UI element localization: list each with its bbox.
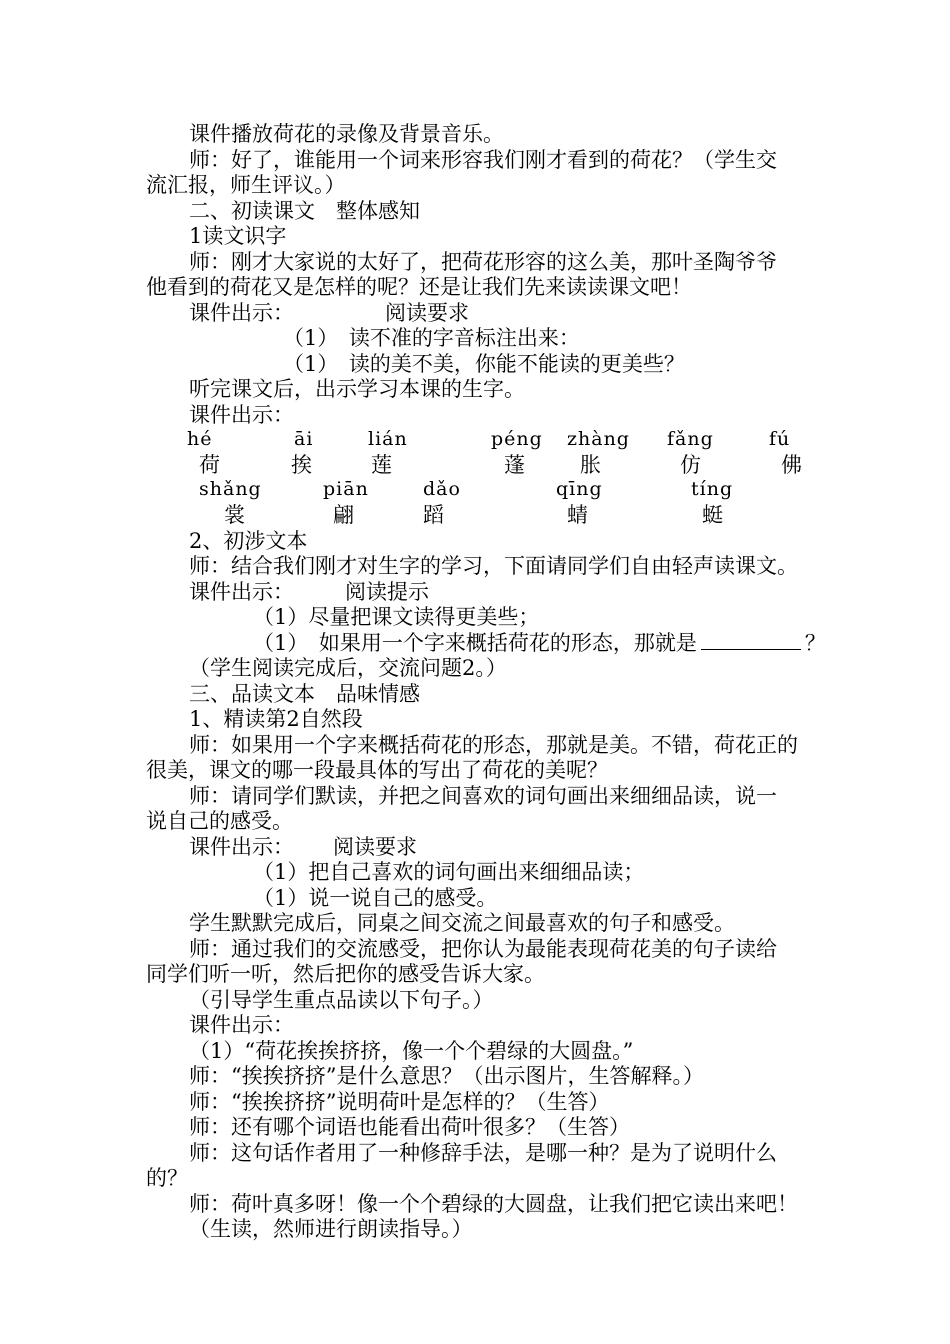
vocab-character: 挨: [291, 453, 312, 477]
vocab-character: 裳: [224, 503, 245, 527]
text-line: （生读，然师进行朗读指导。）: [189, 1217, 473, 1241]
text-line: 课件播放荷花的录像及背景音乐。: [189, 122, 504, 146]
text-line: 师：通过我们的交流感受，把你认为最能表现荷花美的句子读给: [189, 937, 777, 961]
text-line: 说自己的感受。: [146, 809, 293, 833]
text-line: 师：还有哪个词语也能看出荷叶很多？（生答）: [189, 1115, 630, 1139]
list-item: （1）说一说自己的感受。: [253, 886, 498, 910]
list-item: （1） 读不准的字音标注出来：: [283, 326, 580, 350]
vocab-character: 佛: [781, 453, 802, 477]
text-line: 师：这句话作者用了一种修辞手法，是哪一种？是为了说明什么: [189, 1141, 777, 1165]
text-line: 师：“挨挨挤挤”是什么意思？（出示图片，生答解释。）: [189, 1064, 704, 1088]
pinyin: āi: [294, 428, 314, 450]
pinyin: hé: [187, 428, 213, 450]
text-line: 同学们听一听，然后把你的感受告诉大家。: [146, 962, 545, 986]
list-item: （1）尽量把课文读得更美些；: [253, 605, 540, 629]
pinyin: fú: [769, 428, 791, 450]
text-line: 学生默默完成后，同桌之间交流之间最喜欢的句子和感受。: [189, 911, 735, 935]
text-line: 课件出示：: [189, 1013, 294, 1037]
pinyin: tíng: [691, 478, 734, 500]
text-line: 师：荷叶真多呀！像一个个碧绿的大圆盘，让我们把它读出来吧！: [189, 1192, 798, 1216]
vocab-character: 仿: [680, 453, 701, 477]
vocab-character: 胀: [580, 453, 601, 477]
text-line: 课件出示：: [189, 580, 294, 604]
fill-in-blank: [701, 631, 801, 650]
vocab-character: 蜻: [567, 503, 588, 527]
pinyin: dǎo: [423, 478, 461, 500]
text-line: 听完课文后，出示学习本课的生字。: [189, 377, 525, 401]
text-line: 他看到的荷花又是怎样的呢？还是让我们先来读读课文吧！: [146, 275, 692, 299]
text-line: 很美，课文的哪一段最具体的写出了荷花的美呢？: [146, 758, 608, 782]
section-heading: 三、品读文本 品味情感: [189, 682, 420, 706]
text-line: 课件出示：: [189, 301, 294, 325]
text-line: 师：如果用一个字来概括荷花的形态，那就是美。不错，荷花正的: [189, 733, 798, 757]
reading-requirement-title: 阅读要求: [385, 301, 469, 325]
vocab-character: 荷: [199, 453, 220, 477]
text-line: 师：“挨挨挤挤”说明荷叶是怎样的？（生答）: [189, 1090, 610, 1114]
pinyin: péng: [491, 428, 543, 450]
text-line: （学生阅读完成后，交流问题2。）: [189, 656, 507, 680]
vocab-character: 莲: [371, 453, 392, 477]
list-item: [253, 630, 826, 656]
vocab-character: 蓬: [504, 453, 525, 477]
list-item: （1） 读的美不美，你能不能读的更美些？: [283, 352, 685, 376]
pinyin: piān: [323, 478, 369, 500]
text-line: 课件出示：: [189, 403, 294, 427]
pinyin: fǎng: [667, 428, 714, 450]
reading-tips-title: 阅读提示: [345, 580, 429, 604]
vocab-character: 翩: [333, 503, 354, 527]
pinyin: lián: [368, 428, 408, 450]
subsection-heading: 2、初涉文本: [189, 529, 308, 553]
vocab-character: 蹈: [423, 503, 444, 527]
text-line: （引导学生重点品读以下句子。）: [189, 988, 494, 1012]
text-line: 师：请同学们默读，并把之间喜欢的词句画出来细细品读，说一: [189, 784, 777, 808]
text-line: 师：刚才大家说的太好了，把荷花形容的这么美，那叶圣陶爷爷: [189, 250, 777, 274]
pinyin: shǎng: [199, 478, 262, 500]
text-line: 师：好了，谁能用一个词来形容我们刚才看到的荷花？（学生交: [189, 148, 777, 172]
vocab-character: 蜓: [702, 503, 723, 527]
text-line: 的？: [146, 1166, 188, 1190]
section-heading: 二、初读课文 整体感知: [189, 199, 420, 223]
text-line: 课件出示：: [189, 835, 294, 859]
text-line: 流汇报，师生评议。）: [146, 173, 346, 197]
quoted-sentence: （1）“荷花挨挨挤挤，像一个个碧绿的大圆盘。”: [189, 1039, 634, 1063]
pinyin: zhàng: [567, 428, 630, 450]
list-item-text: （1） 如果用一个字来概括荷花的形态，那就是: [253, 631, 697, 655]
text-line: 师：结合我们刚才对生字的学习，下面请同学们自由轻声读课文。: [189, 554, 798, 578]
question-mark: ？: [804, 631, 826, 655]
reading-requirement-title: 阅读要求: [333, 835, 417, 859]
subsection-heading: 1读文识字: [189, 224, 287, 248]
list-item: （1）把自己喜欢的词句画出来细细品读；: [253, 860, 645, 884]
subsection-heading: 1、精读第2自然段: [189, 707, 363, 731]
pinyin: qīng: [556, 478, 603, 500]
